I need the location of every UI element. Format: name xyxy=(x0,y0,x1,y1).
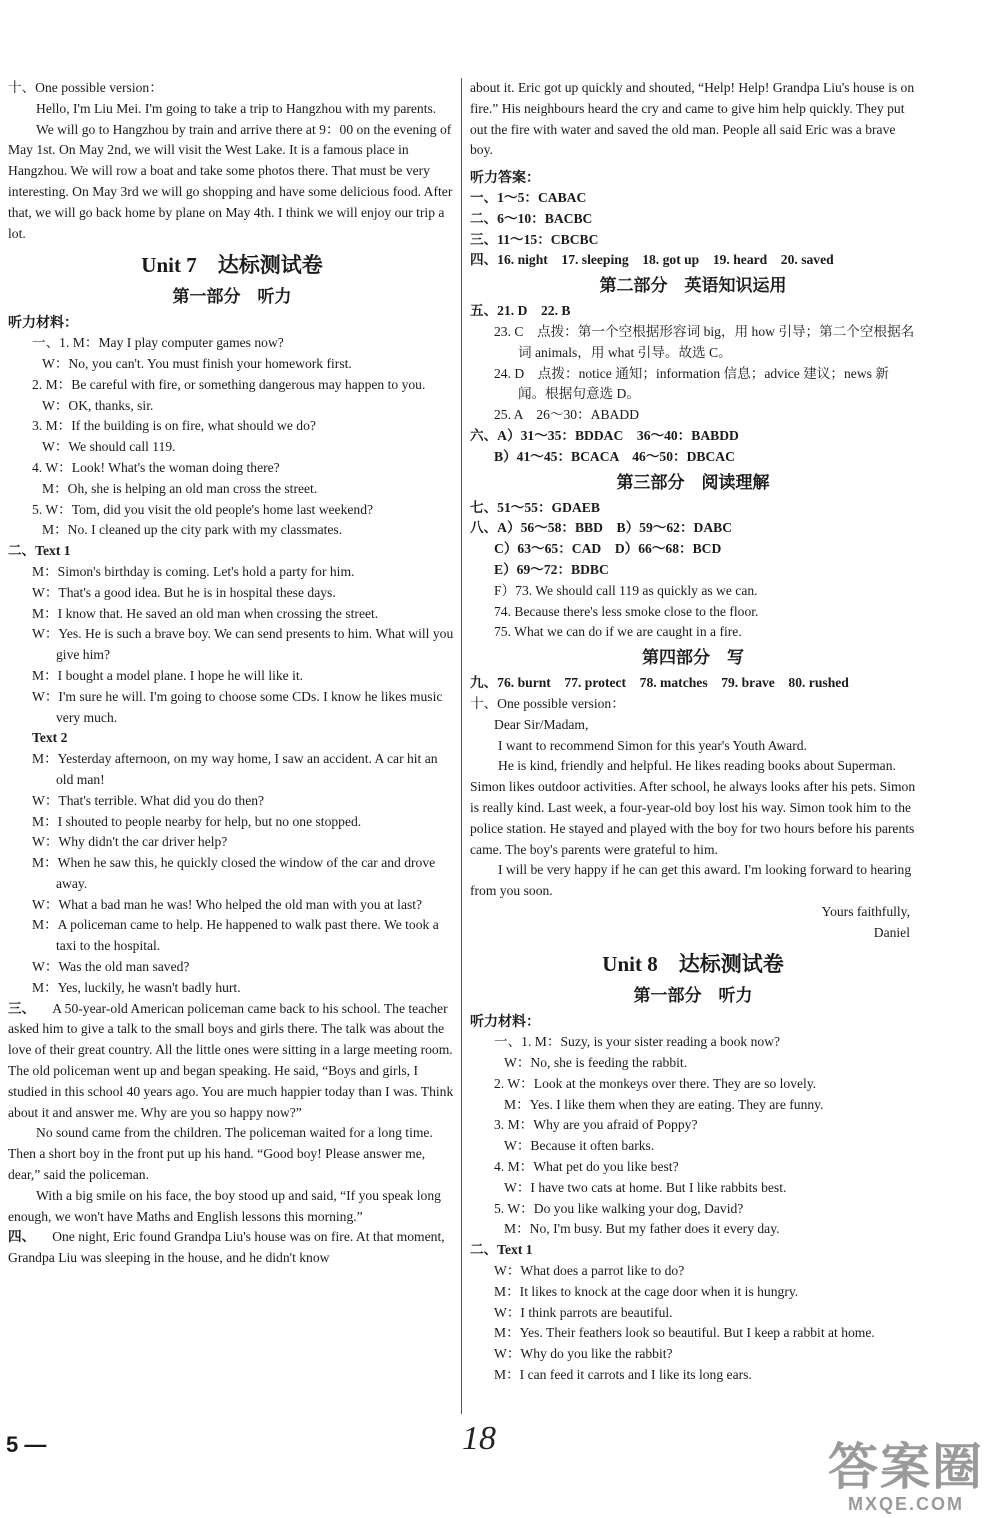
answer-line: 23. C 点拨：第一个空根据形容词 big，用 how 引导；第二个空根据名词 animals，用 what 引导。故选 C。 xyxy=(494,323,915,360)
answer-line: 九、76. burnt 77. protect 78. matches 79. brave 80. rushed xyxy=(470,675,849,691)
dialogue-line: W：That's a good idea. But he is in hospital these days. xyxy=(32,584,336,600)
watermark xyxy=(828,1440,984,1515)
dialogue-line: 5. W：Tom, did you visit the old people's home last weekend? xyxy=(32,501,374,517)
answer-line: 24. D 点拨：notice 通知；information 信息；advice 建议；news 新闻。根据句意选 D。 xyxy=(494,365,889,402)
dialogue-line: M：Yes. I like them when they are eating. They are funny. xyxy=(504,1096,824,1112)
passage-paragraph: No sound came from the children. The policeman waited for a long time. Then a short boy in the front put up his hand. “Good boy! Please answer me, dear,” said the policeman. xyxy=(8,1125,433,1183)
dialogue-line: 3. M：Why are you afraid of Poppy? xyxy=(494,1117,698,1133)
answer-line: 六、A）31～35：BDDAC 36～40：BABDD xyxy=(470,427,739,443)
answer-line: 75. What we can do if we are caught in a fire. xyxy=(494,624,742,640)
passage-paragraph: With a big smile on his face, the boy stood up and said, “If you speak long enough, we won't have Maths and English lessons this morning.” xyxy=(8,1187,441,1224)
passage-paragraph xyxy=(8,1227,456,1269)
dialogue-line: W：Yes. He is such a brave boy. We can send presents to him. What will you give him? xyxy=(32,626,454,663)
dialogue-line: M：I bought a model plane. I hope he will like it. xyxy=(32,667,304,683)
answer-line: 三、11～15：CBCBC xyxy=(470,231,599,247)
dialogue-line: 一、1. M：Suzy, is your sister reading a book now? xyxy=(494,1034,781,1050)
answer-line: 八、A）56～58：BBD B）59～62：DABC xyxy=(470,520,733,536)
answer-line: F）73. We should call 119 as quickly as we can. xyxy=(494,582,758,598)
section-label: 四、 xyxy=(8,1229,36,1245)
part4-title: 第四部分 写 xyxy=(642,648,744,668)
dialogue-line: M：Simon's birthday is coming. Let's hold a party for him. xyxy=(32,563,355,579)
dialogue-line: M：Yesterday afternoon, on my way home, I saw an accident. A car hit an old man! xyxy=(32,751,438,787)
handwritten-number: 18 xyxy=(462,1420,496,1457)
essay-paragraph: We will go to Hangzhou by train and arrive there at 9：00 on the evening of May 1st. On May 2nd, we will visit the West Lake. It is a famous place in Hangzhou. We will row a boat and take some photos there. That must be very interesting. On May 3rd we will go shopping and have some delicious food. After that, we will go back home by plane on May 4th. I think we will enjoy our trip a lot. xyxy=(8,121,453,241)
passage-text: One night, Eric found Grandpa Liu's house was on fire. At that moment, Grandpa Liu was sleeping in the house, and he didn't know xyxy=(8,1229,445,1266)
dialogue-line: 一、1. M：May I play computer games now? xyxy=(32,335,284,351)
letter-greeting: Dear Sir/Madam, xyxy=(494,716,589,732)
dialogue-line: M：When he saw this, he quickly closed the window of the car and drove away. xyxy=(32,855,436,891)
essay-heading: 十、One possible version： xyxy=(8,80,163,95)
dialogue-line: M：Oh, she is helping an old man cross the street. xyxy=(42,480,318,496)
dialogue-line: W：Why do you like the rabbit? xyxy=(494,1346,673,1362)
answers-label: 听力答案： xyxy=(470,169,540,186)
letter-signature: Daniel xyxy=(873,924,910,940)
essay-paragraph: Hello, I'm Liu Mei. I'm going to take a trip to Hangzhou with my parents. xyxy=(36,100,437,116)
dialogue-line: 5. W：Do you like walking your dog, David? xyxy=(494,1200,744,1216)
answer-line: 四、16. night 17. sleeping 18. got up 19. heard 20. saved xyxy=(470,252,834,268)
answer-line: 二、6～10：BACBC xyxy=(470,210,593,226)
letter-closing: Yours faithfully, xyxy=(821,903,910,919)
dialogue-line: W：That's terrible. What did you do then? xyxy=(32,792,265,808)
column-divider xyxy=(461,78,462,1414)
part2-title: 第二部分 英语知识运用 xyxy=(599,276,787,296)
dialogue-line: M：Yes, luckily, he wasn't badly hurt. xyxy=(32,979,241,995)
dialogue-line: M：Yes. Their feathers look so beautiful. But I keep a rabbit at home. xyxy=(494,1325,875,1341)
text2-label: Text 2 xyxy=(32,730,68,746)
dialogue-line: 3. M：If the building is on fire, what should we do? xyxy=(32,418,316,434)
answer-line: 25. A 26～30：ABADD xyxy=(494,407,640,423)
dialogue-line: W：I have two cats at home. But I like rabbits best. xyxy=(504,1179,787,1195)
dialogue-line: 2. W：Look at the monkeys over there. They are so lovely. xyxy=(494,1075,817,1091)
text1-label: 二、Text 1 xyxy=(8,543,71,559)
dialogue-line: M：It likes to knock at the cage door when it is hungry. xyxy=(494,1283,799,1299)
answer-line: B）41～45：BCACA 46～50：DBCAC xyxy=(494,448,735,464)
dialogue-line: 2. M：Be careful with fire, or something dangerous may happen to you. xyxy=(32,376,426,392)
part3-title: 第三部分 阅读理解 xyxy=(616,472,770,492)
dialogue-line: W：No, she is feeding the rabbit. xyxy=(504,1055,688,1071)
letter-paragraph: I want to recommend Simon for this year's Youth Award. xyxy=(498,737,807,753)
page-number: 5 — xyxy=(6,1432,47,1457)
answer-line: 一、1～5：CABAC xyxy=(470,189,587,205)
dialogue-line: W：I'm sure he will. I'm going to choose some CDs. I know he likes music very much. xyxy=(32,688,443,725)
text1-label: 二、Text 1 xyxy=(470,1242,533,1258)
left-column xyxy=(8,78,456,1269)
unit8-title: Unit 8 达标测试卷 xyxy=(602,952,784,977)
dialogue-line: M：No. I cleaned up the city park with my classmates. xyxy=(42,522,343,538)
part1-title: 第一部分 听力 xyxy=(172,287,292,307)
dialogue-line: W：What a bad man he was! Who helped the old man with you at last? xyxy=(32,896,423,912)
answer-line: 74. Because there's less smoke close to the floor. xyxy=(494,603,759,619)
dialogue-line: M：I can feed it carrots and I like its long ears. xyxy=(494,1367,752,1383)
dialogue-line: W：No, you can't. You must finish your homework first. xyxy=(42,355,352,371)
dialogue-line: 4. W：Look! What's the woman doing there? xyxy=(32,459,280,475)
part1-title: 第一部分 听力 xyxy=(633,986,753,1006)
letter-paragraph: He is kind, friendly and helpful. He likes reading books about Superman. Simon likes outdoor activities. After school, he always looks after his pets. Simon is really kind. Last week, a four-year-old boy lost his way. Simon took him to the police station. He stayed and played with the boy for two hours before his parents came. The boy's parents were grateful to him. xyxy=(470,758,916,857)
answer-line: E）69～72：BDBC xyxy=(494,561,609,577)
watermark-url: MXQE.COM xyxy=(847,1494,964,1514)
letter-paragraph: I will be very happy if he can get this award. I'm looking forward to hearing from you soon. xyxy=(470,862,912,899)
dialogue-line: W：Was the old man saved? xyxy=(32,959,190,975)
answer-line: C）63～65：CAD D）66～68：BCD xyxy=(494,541,722,557)
dialogue-line: W：Why didn't the car driver help? xyxy=(32,834,228,850)
unit7-title: Unit 7 达标测试卷 xyxy=(141,253,323,278)
dialogue-line: W：Because it often barks. xyxy=(504,1138,655,1154)
dialogue-line: W：I think parrots are beautiful. xyxy=(494,1304,673,1320)
materials-label: 听力材料： xyxy=(8,314,78,331)
answer-line: 五、21. D 22. B xyxy=(470,303,571,319)
right-column xyxy=(470,78,916,1386)
passage-paragraph xyxy=(8,999,456,1124)
dialogue-line: W：OK, thanks, sir. xyxy=(42,397,154,413)
dialogue-line: M：I shouted to people nearby for help, but no one stopped. xyxy=(32,813,362,829)
dialogue-line: W：What does a parrot like to do? xyxy=(494,1263,685,1279)
dialogue-line: 4. M：What pet do you like best? xyxy=(494,1159,679,1175)
dialogue-line: W：We should call 119. xyxy=(42,439,176,455)
passage-text: A 50-year-old American policeman came back to his school. The teacher asked him to give a talk to the small boys and girls there. The talk was about the love of their great country. All the little ones were sitting in a large meeting room. The old policeman went up and began speaking. He said, “Boys and girls, I studied in this school 40 years ago. You are much happier today than I was. Think about it and answer me. Why are you so happy now?” xyxy=(8,1000,454,1120)
dialogue-line: M：I know that. He saved an old man when crossing the street. xyxy=(32,605,379,621)
dialogue-line: M：No, I'm busy. But my father does it every day. xyxy=(504,1221,780,1237)
watermark-logo-text: 答案圈 xyxy=(828,1439,984,1495)
answer-line: 七、51～55：GDAEB xyxy=(470,499,600,515)
essay-heading: 十、One possible version： xyxy=(470,695,625,711)
section-label: 三、 xyxy=(8,1000,36,1016)
dialogue-line: M：A policeman came to help. He happened to walk past there. We took a taxi to the hospital. xyxy=(32,917,439,954)
passage-paragraph: about it. Eric got up quickly and shouted, “Help! Help! Grandpa Liu's house is on fire.” His neighbours heard the cry and came to give him help quickly. They put out the fire with water and saved the old man. People all said Eric was a brave boy. xyxy=(470,80,915,158)
materials-label: 听力材料： xyxy=(470,1013,540,1030)
